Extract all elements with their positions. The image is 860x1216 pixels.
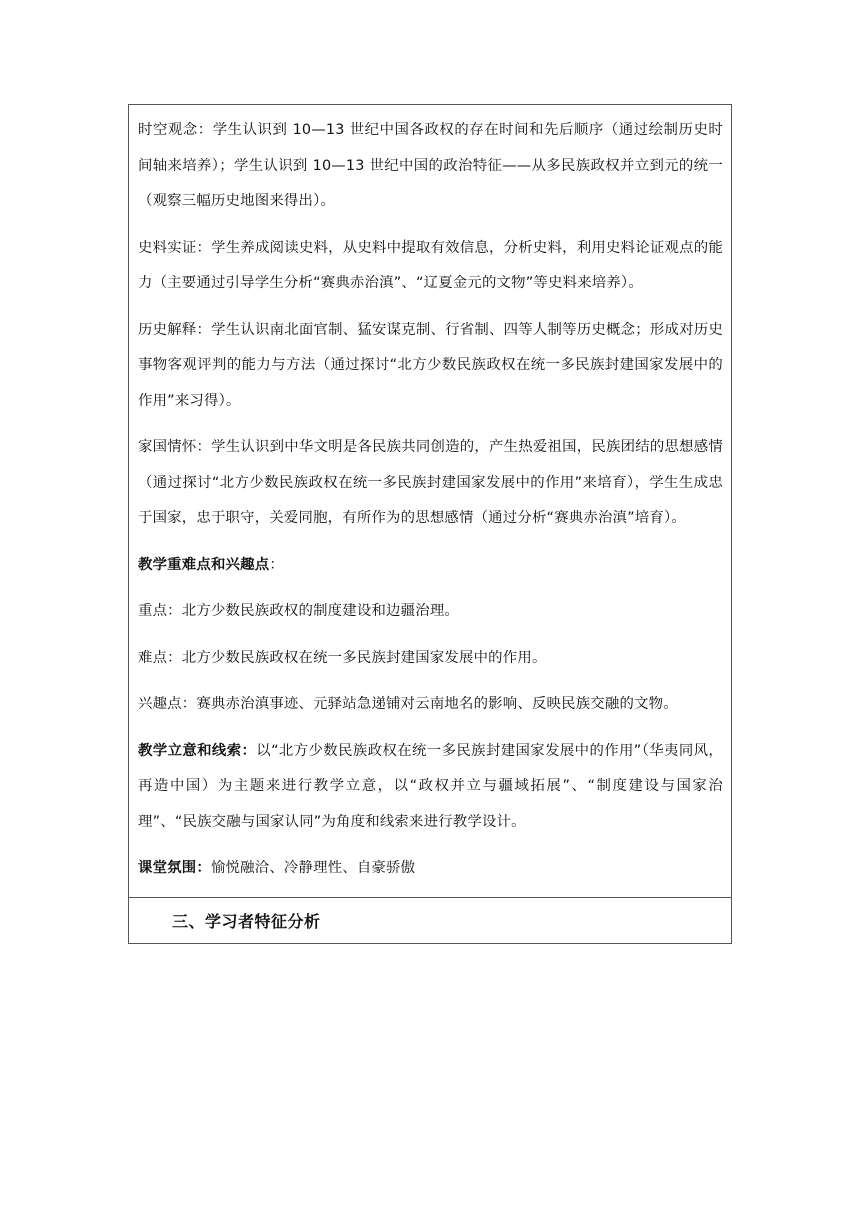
teaching-intent-text: 以“北方少数民族政权在统一多民族封建国家发展中的作用”（华夷同风，再造中国）为主题来进行教学立意，以“政权并立与疆域拓展”、“制度建设与国家治理”、“民族交融与国家认同”为角度和线索来进行教学设计。 [138, 742, 723, 830]
teaching-intent [138, 734, 723, 841]
teaching-intent-label: 教学立意和线索： [138, 742, 257, 759]
classroom-atmosphere-text: 愉悦融洽、冷静理性、自豪骄傲 [210, 860, 416, 876]
objective-patriotism: 家国情怀：学生认识到中华文明是各民族共同创造的，产生热爱祖国，民族团结的思想感情（通过探讨“北方少数民族政权在统一多民族封建国家发展中的作用”来培育），学生生成忠于国家，忠于职守，关爱同胞，有所作为的思想感情（通过分析“赛典赤治滇”培育）。 [138, 439, 723, 526]
key-points-heading-text: 教学重难点和兴趣点 [138, 556, 270, 573]
key-point-interest: 兴趣点：赛典赤治滇事迹、元驿站急递铺对云南地名的影响、反映民族交融的文物。 [138, 696, 678, 712]
key-point-focus: 重点：北方少数民族政权的制度建设和边疆治理。 [138, 603, 459, 619]
section-heading: 三、学习者特征分析 [172, 911, 321, 931]
classroom-atmosphere-label: 课堂氛围： [138, 860, 211, 876]
objectives-cell [129, 105, 731, 898]
classroom-atmosphere [138, 851, 723, 887]
objective-evidence: 史料实证：学生养成阅读史料，从史料中提取有效信息，分析史料，利用史料论证观点的能力（主要通过引导学生分析“赛典赤治滇”、“辽夏金元的文物”等史料来培养）。 [138, 239, 723, 291]
objective-spacetime: 时空观念：学生认识到 10—13 世纪中国各政权的存在时间和先后顺序（通过绘制历史时间轴来培养）；学生认识到 10—13 世纪中国的政治特征——从多民族政权并立到元的统一（观察三幅历史地图来得出）。 [138, 122, 723, 209]
key-points-heading-colon: ： [269, 556, 284, 573]
key-points-heading [138, 548, 723, 584]
lesson-plan-table [128, 104, 732, 944]
objective-interpretation: 历史解释：学生认识南北面官制、猛安谋克制、行省制、四等人制等历史概念；形成对历史事物客观评判的能力与方法（通过探讨“北方少数民族政权在统一多民族封建国家发展中的作用”来习得）。 [138, 321, 723, 409]
key-point-difficulty: 难点：北方少数民族政权在统一多民族封建国家发展中的作用。 [138, 649, 547, 666]
